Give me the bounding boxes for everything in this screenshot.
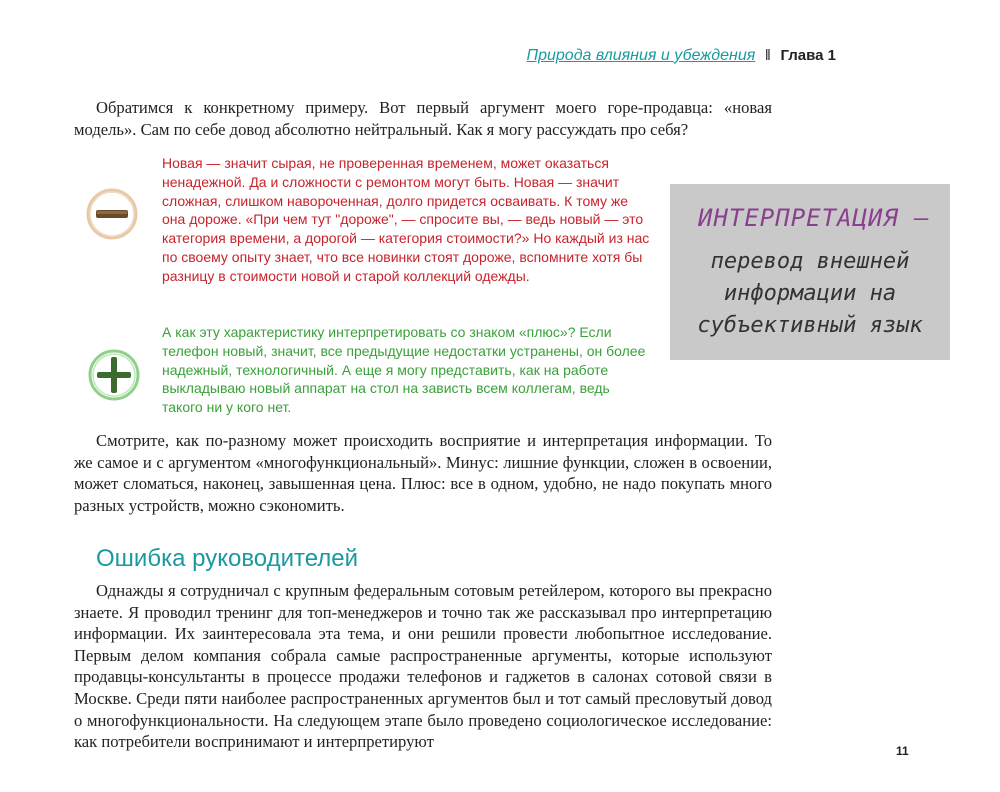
third-paragraph	[74, 580, 772, 753]
definition-term: ИНТЕРПРЕТАЦИЯ —	[698, 204, 930, 232]
intro-text: Обратимся к конкретному примеру. Вот первый аргумент моего горе-продавца: «новая модель». Сам по себе довод абсолютно нейтральный. Как я могу рассуждать про себя?	[74, 98, 772, 139]
book-title-link[interactable]: Природа влияния и убеждения	[526, 47, 756, 64]
plus-interpretation: А как эту характеристику интерпретировать со знаком «плюс»? Если телефон новый, значит, все предыдущие недостатки устранены, он более надежный, технологичный. А еще я могу представить, как на работе выкладываю новый аппарат на стол на зависть всем коллегам, ведь такого ни у кого нет.	[162, 324, 646, 416]
chapter-label: Глава 1	[780, 47, 836, 64]
definition-text: перевод внешней информации на субъективный язык	[697, 249, 923, 338]
plus-icon	[86, 347, 142, 403]
page-number: 11	[896, 744, 909, 758]
definition-callout	[670, 184, 950, 360]
second-paragraph	[74, 430, 772, 516]
minus-icon	[84, 186, 140, 242]
header-separator: ‖	[765, 47, 771, 64]
second-paragraph-text: Смотрите, как по-разному может происходить восприятие и интерпретация информации. То же самое и с аргументом «многофункциональный». Минус: лишние функции, сложен в освоении, может сломаться, наконец, завышенная цена. Плюс: все в одном, удобно, не надо покупать много разных устройств, можно сэкономить.	[74, 431, 772, 515]
third-paragraph-text: Однажды я сотрудничал с крупным федеральным сотовым ретейлером, которого вы прекрасно знаете. Я проводил тренинг для топ-менеджеров и точно так же рассказывал про интерпретацию информации. Их заинтересовала эта тема, и они решили провести любопытное исследование. Первым делом компания собрала самые распространенные аргументы, которые используют продавцы-консультанты в процессе продажи телефонов и гаджетов в салонах сотовой связи в Москве. Среди пяти наиболее распространенных аргументов был и тот самый пресловутый довод о многофункциональности. На следующем этапе было проведено социологическое исследование: как потребители воспринимают и интерпретируют	[74, 581, 772, 752]
intro-paragraph	[74, 97, 772, 140]
running-header	[0, 47, 836, 65]
section-heading: Ошибка руководителей	[96, 545, 359, 572]
minus-interpretation: Новая — значит сырая, не проверенная временем, может оказаться ненадежной. Да и сложности с ремонтом могут быть. Новая — значит сложная, слишком навороченная, долго придется осваивать. К тому же она дороже. «При чем тут "дороже", — спросите вы, — ведь новый — это категория времени, а дорогой — категория стоимости?» Но каждый из нас по своему опыту знает, что все новинки стоят дороже, вспомните хотя бы разницу в стоимости новой и старой коллекций одежды.	[162, 155, 650, 284]
